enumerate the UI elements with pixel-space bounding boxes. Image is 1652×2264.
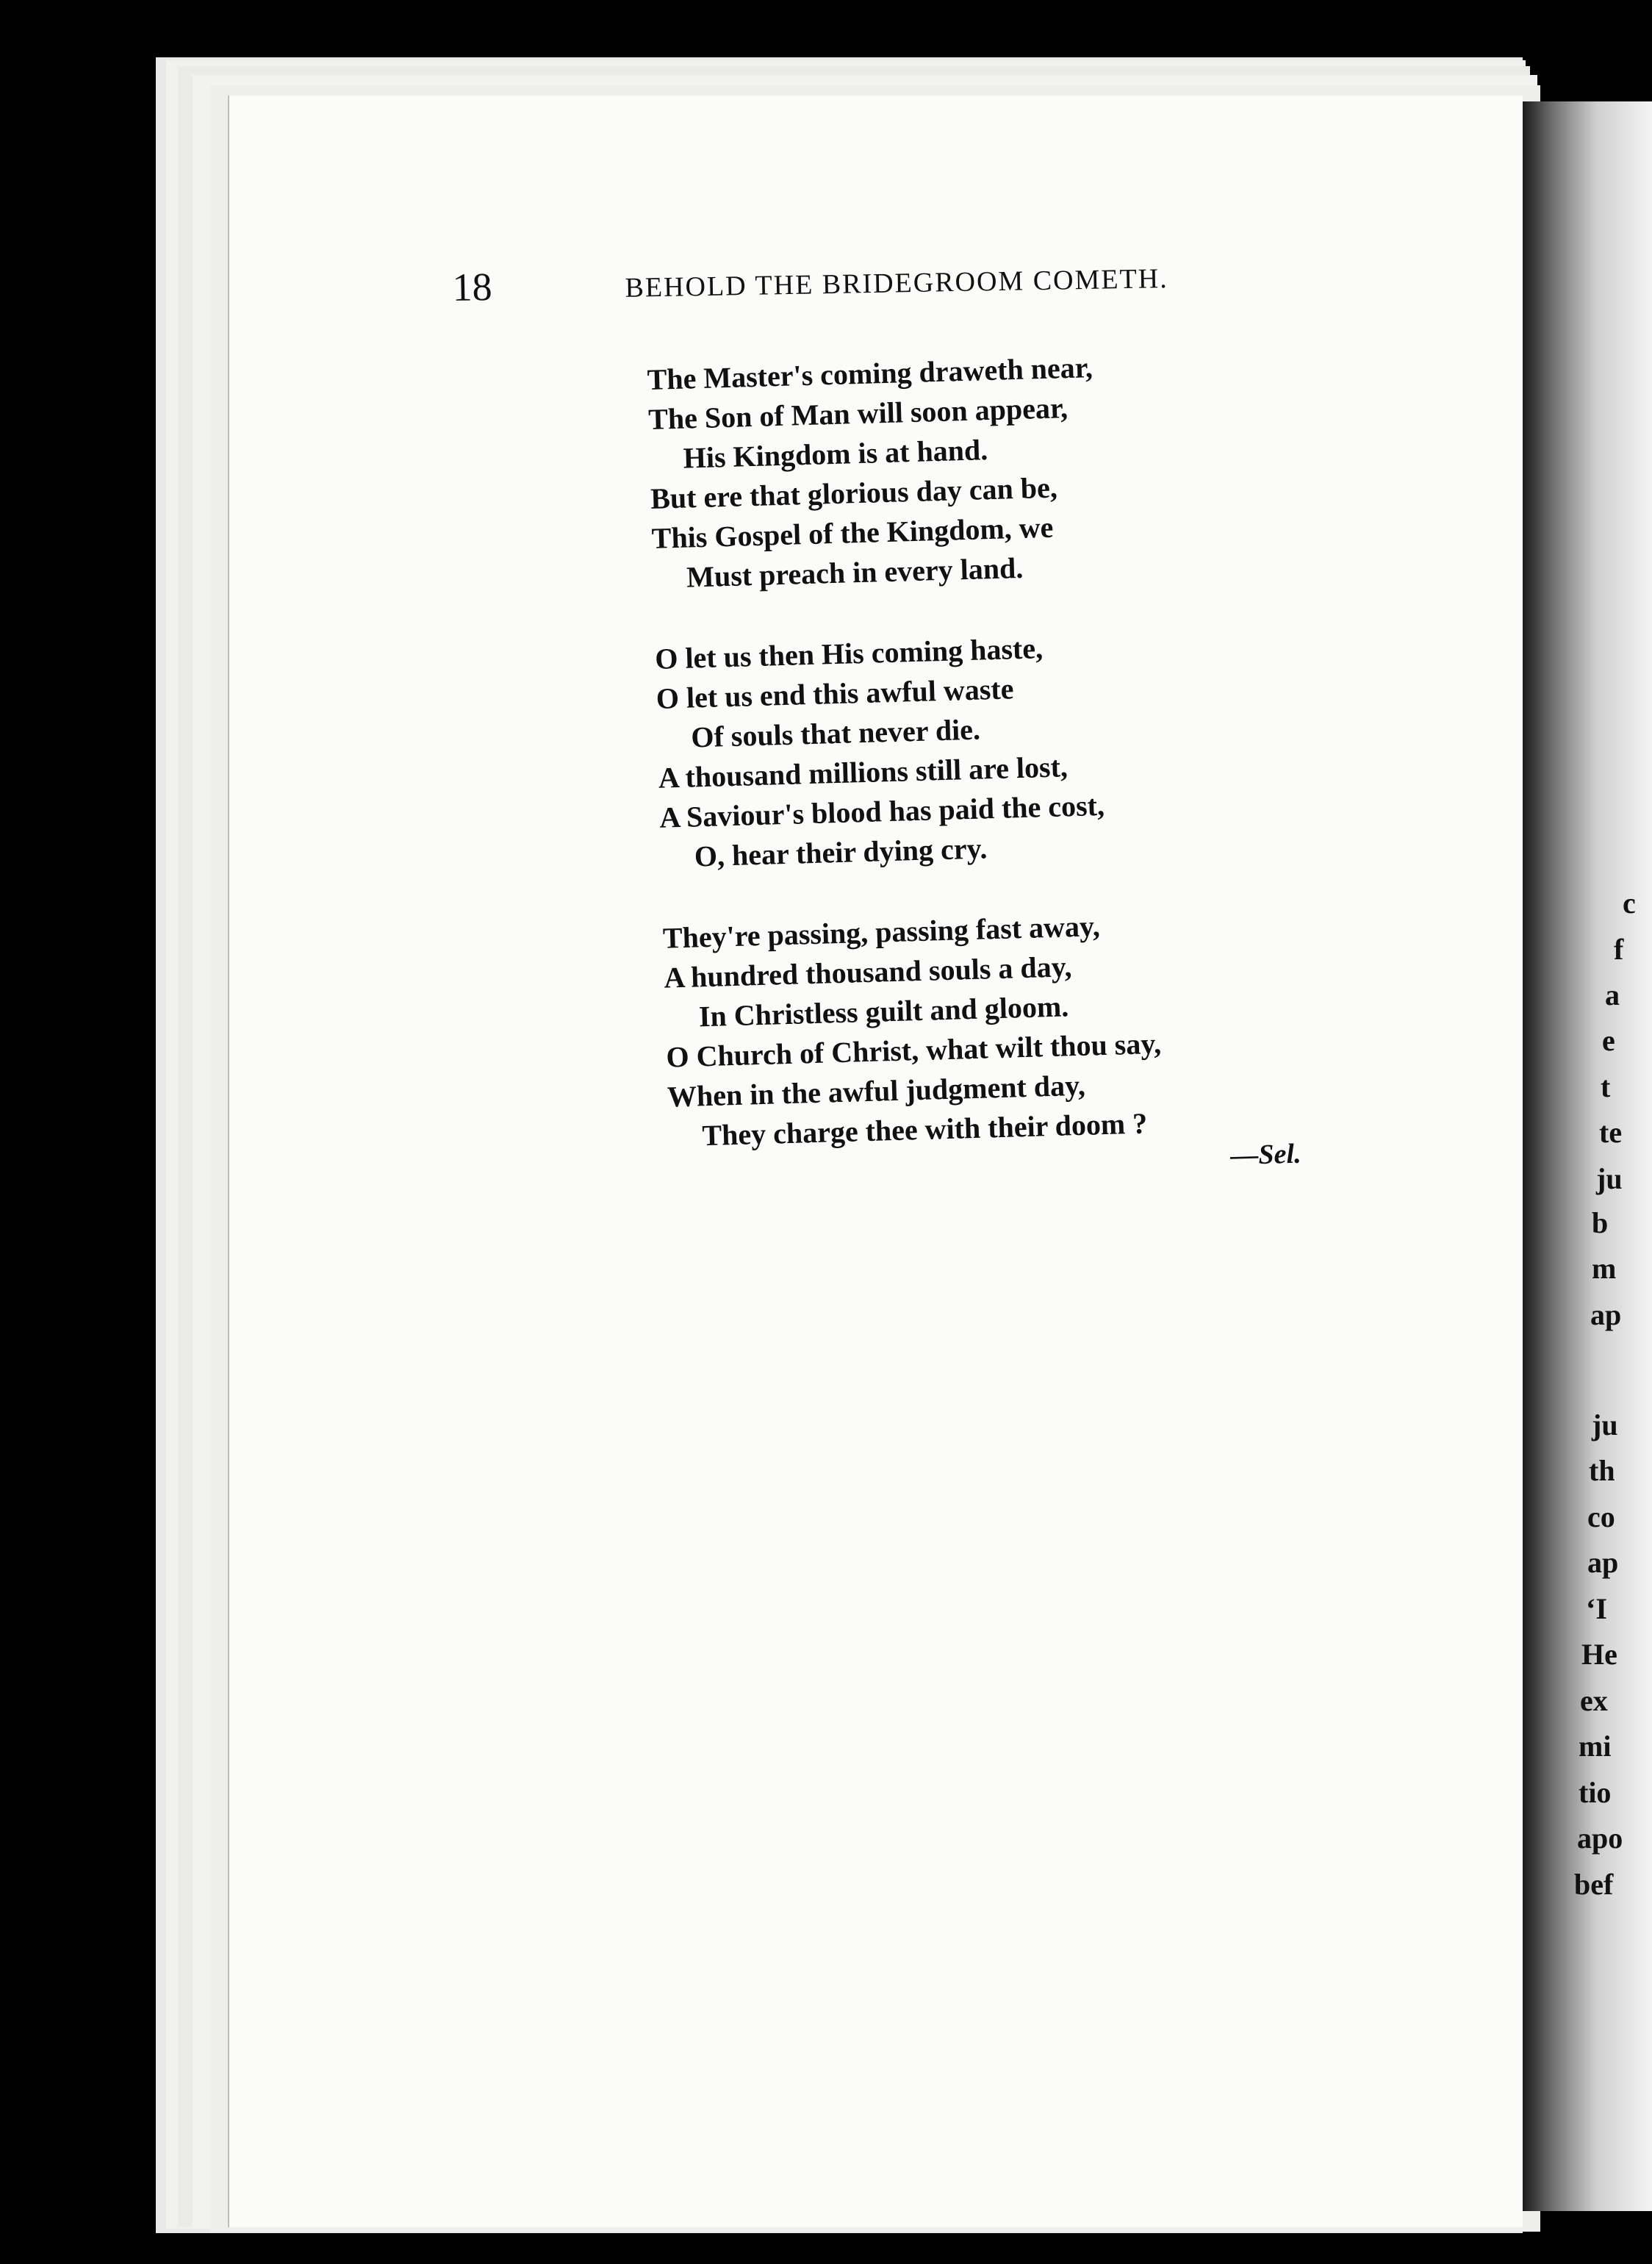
poem-line: O, hear their dying cry. — [694, 831, 988, 873]
poem-line: O Church of Christ, what wilt thou say, — [665, 1026, 1162, 1074]
facing-page-fragment: te — [1599, 1116, 1623, 1149]
poem-line: Of souls that never die. — [690, 712, 981, 754]
poem-line: In Christless guilt and gloom. — [698, 989, 1069, 1034]
attribution: —Sel. — [1229, 1138, 1302, 1172]
facing-page-fragment: a — [1605, 978, 1620, 1011]
poem-line: Must preach in every land. — [686, 551, 1024, 594]
facing-page-fragment: bef — [1574, 1868, 1614, 1901]
poem-line: A thousand millions still are lost, — [658, 750, 1069, 795]
stanza — [662, 900, 1315, 1156]
facing-page-fragment: t — [1601, 1070, 1611, 1103]
poem-line: They're passing, passing fast away, — [662, 909, 1101, 955]
facing-page-fragment: e — [1602, 1024, 1615, 1057]
facing-page-fragment: th — [1589, 1454, 1615, 1487]
facing-page-fragment: tio — [1579, 1776, 1612, 1809]
facing-page-fragment: c — [1623, 886, 1636, 920]
stanza — [647, 342, 1300, 598]
facing-page-fragment: m — [1592, 1252, 1617, 1285]
poem-line: O let us end this awful waste — [656, 672, 1014, 715]
facing-page-fragment: ex — [1580, 1684, 1608, 1717]
facing-page-fragment: ap — [1587, 1546, 1619, 1579]
poem-line: His Kingdom is at hand. — [683, 433, 988, 475]
facing-page-fragment: ‘I — [1586, 1592, 1607, 1625]
poem-line: This Gospel of the Kingdom, we — [651, 510, 1054, 555]
facing-page-fragment: ap — [1590, 1298, 1622, 1331]
poem-line: A Saviour's blood has paid the cost, — [658, 788, 1105, 834]
page-number: 18 — [452, 265, 493, 309]
poem-line: The Master's coming draweth near, — [647, 351, 1093, 396]
stanza — [655, 621, 1308, 877]
facing-page-fragment: He — [1581, 1638, 1617, 1671]
facing-page-fragment: mi — [1579, 1730, 1612, 1763]
poem — [647, 342, 1316, 1187]
poem-line: O let us then His coming haste, — [654, 631, 1044, 676]
facing-page-fragment: ju — [1596, 1162, 1623, 1195]
facing-page-fragment: f — [1614, 933, 1624, 966]
poem-line: But ere that glorious day can be, — [650, 470, 1058, 515]
facing-page-fragment: apo — [1577, 1821, 1623, 1855]
poem-line: They charge thee with their doom ? — [701, 1106, 1148, 1153]
poem-line: A hundred thousand souls a day, — [663, 950, 1072, 995]
poem-line: When in the awful judgment day, — [667, 1068, 1086, 1114]
facing-page-fragment: ju — [1592, 1408, 1618, 1441]
poem-line: The Son of Man will soon appear, — [647, 391, 1069, 436]
facing-page-fragment: co — [1587, 1500, 1615, 1533]
facing-page-fragment: b — [1592, 1206, 1609, 1239]
running-title: BEHOLD THE BRIDEGROOM COMETH. — [625, 262, 1169, 304]
